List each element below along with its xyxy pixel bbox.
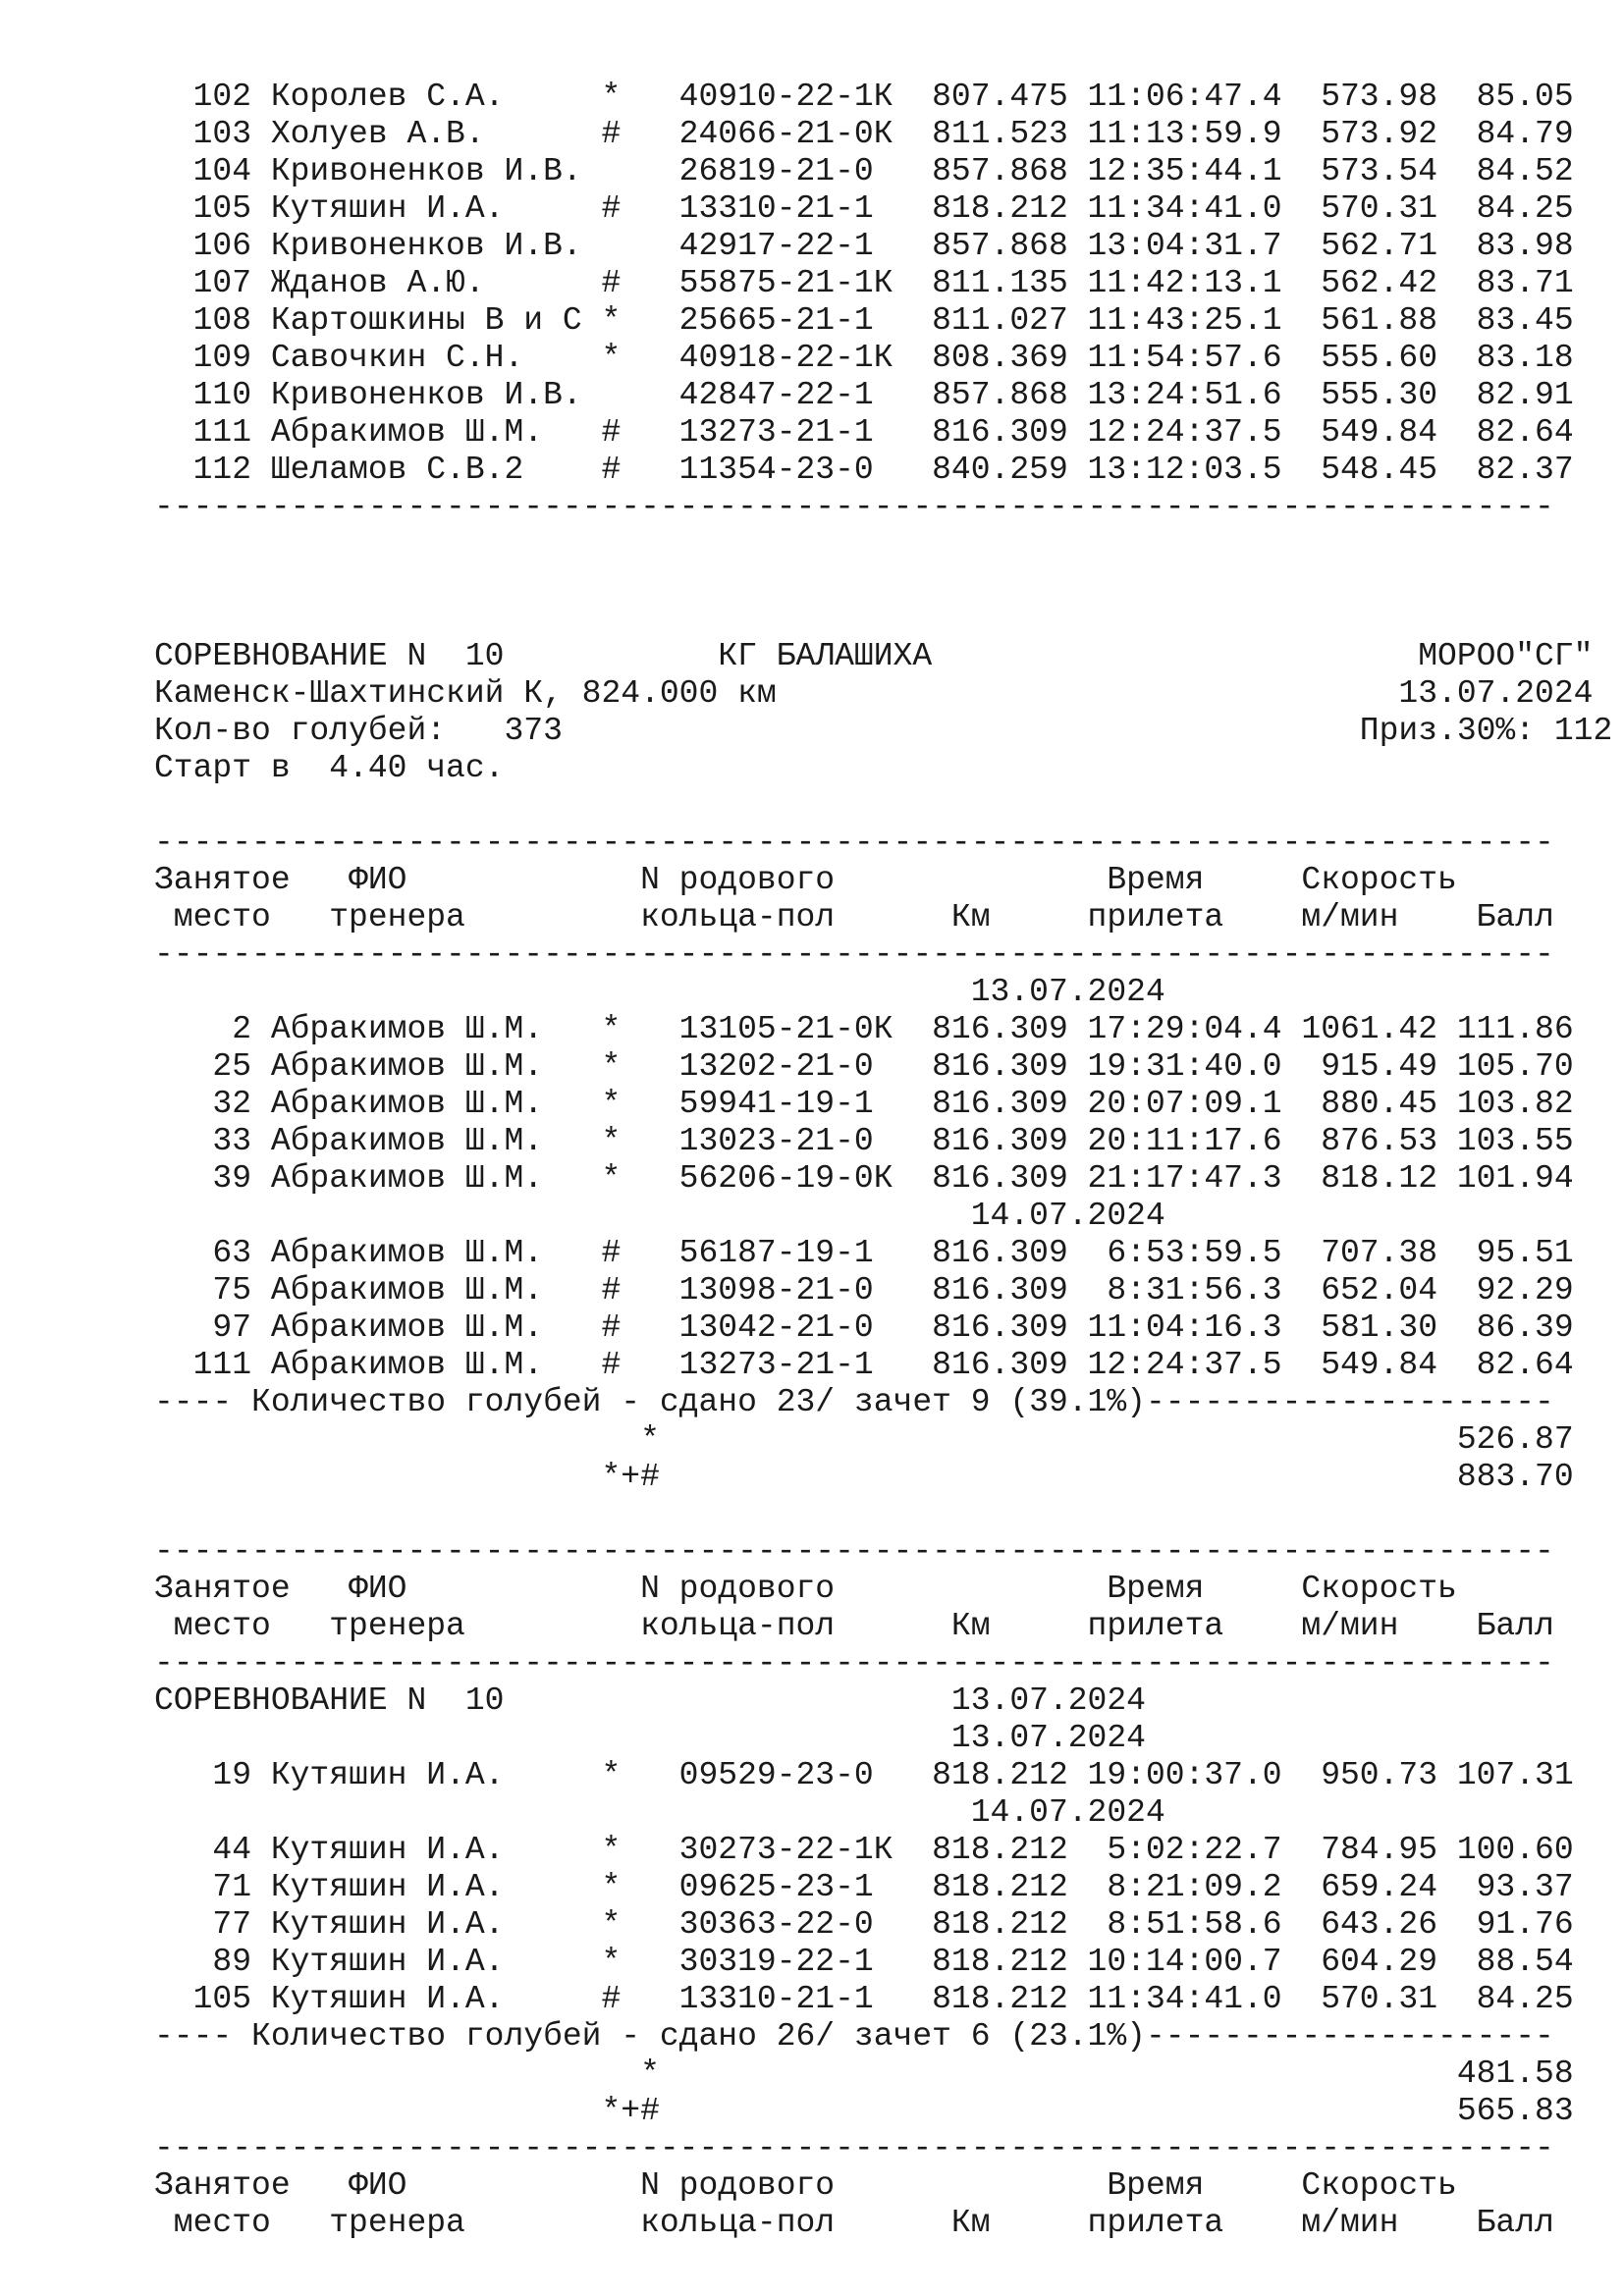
result-row: 108 Картошкины В и С * 25665-21-1 811.027 11:43:25.1 561.88 83.45 [154,302,1574,339]
table-header: Занятое ФИО N родового Время Скорость [154,1571,1457,1607]
table-header: место тренера кольца-пол Км прилета м/мин Балл [154,899,1554,935]
summary-line: ---- Количество голубей - сдано 26/ зачет 6 (23.1%)--------------------- [154,2018,1554,2055]
result-row: 25 Абракимов Ш.М. * 13202-21-0 816.309 19:31:40.0 915.49 105.70 [154,1048,1574,1085]
result-row: 33 Абракимов Ш.М. * 13023-21-0 816.309 20:11:17.6 876.53 103.55 [154,1123,1574,1159]
date-heading: 14.07.2024 [154,1198,1165,1234]
summary-total: * 526.87 [154,1421,1574,1458]
summary-total: *+# 565.83 [154,2093,1574,2129]
result-row: 75 Абракимов Ш.М. # 13098-21-0 816.309 8:31:56.3 652.04 92.29 [154,1272,1574,1308]
result-row: 109 Савочкин С.Н. * 40918-22-1К 808.369 11:54:57.6 555.60 83.18 [154,340,1574,376]
table-header: Занятое ФИО N родового Время Скорость [154,2167,1457,2204]
table-header: место тренера кольца-пол Км прилета м/мин Балл [154,2205,1554,2241]
divider: ------------------------------------------------------------------------ [154,825,1554,861]
competition-title: СОРЕВНОВАНИЕ N 10 КГ БАЛАШИХА МОРОО"СГ" [154,638,1594,674]
date-heading: 14.07.2024 [154,1794,1165,1831]
result-row: 97 Абракимов Ш.М. # 13042-21-0 816.309 11:04:16.3 581.30 86.39 [154,1309,1574,1346]
result-row: 63 Абракимов Ш.М. # 56187-19-1 816.309 6:53:59.5 707.38 95.51 [154,1235,1574,1271]
result-row: 77 Кутяшин И.А. * 30363-22-0 818.212 8:51:58.6 643.26 91.76 [154,1906,1574,1943]
summary-total: * 481.58 [154,2056,1574,2092]
competition-count: Кол-во голубей: 373 Приз.30%: 112 [154,713,1613,749]
result-row: 103 Холуев А.В. # 24066-21-0К 811.523 11:13:59.9 573.92 84.79 [154,116,1574,152]
competition-route: Каменск-Шахтинский К, 824.000 км 13.07.2024 [154,675,1594,712]
result-row: 111 Абракимов Ш.М. # 13273-21-1 816.309 12:24:37.5 549.84 82.64 [154,1347,1574,1383]
result-row: 102 Королев С.А. * 40910-22-1К 807.475 11:06:47.4 573.98 85.05 [154,79,1574,115]
result-row: 19 Кутяшин И.А. * 09529-23-0 818.212 19:00:37.0 950.73 107.31 [154,1757,1574,1793]
result-row: 110 Кривоненков И.В. 42847-22-1 857.868 13:24:51.6 555.30 82.91 [154,377,1574,413]
result-row: 39 Абракимов Ш.М. * 56206-19-0К 816.309 21:17:47.3 818.12 101.94 [154,1160,1574,1197]
result-row: 2 Абракимов Ш.М. * 13105-21-0К 816.309 17:29:04.4 1061.42 111.86 [154,1011,1574,1047]
divider: ------------------------------------------------------------------------ [154,1645,1554,1682]
result-row: 71 Кутяшин И.А. * 09625-23-1 818.212 8:21:09.2 659.24 93.37 [154,1869,1574,1905]
date-heading: 13.07.2024 [154,1720,1146,1756]
summary-line: ---- Количество голубей - сдано 23/ зачет 9 (39.1%)--------------------- [154,1384,1554,1420]
result-row: 105 Кутяшин И.А. # 13310-21-1 818.212 11:34:41.0 570.31 84.25 [154,190,1574,227]
competition-start: Старт в 4.40 час. [154,750,505,786]
result-row: 32 Абракимов Ш.М. * 59941-19-1 816.309 20:07:09.1 880.45 103.82 [154,1086,1574,1122]
competition-title: СОРЕВНОВАНИЕ N 10 13.07.2024 [154,1682,1146,1719]
result-row: 104 Кривоненков И.В. 26819-21-0 857.868 12:35:44.1 573.54 84.52 [154,153,1574,189]
divider: ------------------------------------------------------------------------ [154,936,1554,973]
result-row: 44 Кутяшин И.А. * 30273-22-1К 818.212 5:02:22.7 784.95 100.60 [154,1832,1574,1868]
divider: ------------------------------------------------------------------------ [154,1533,1554,1570]
result-row: 89 Кутяшин И.А. * 30319-22-1 818.212 10:14:00.7 604.29 88.54 [154,1944,1574,1980]
result-row: 106 Кривоненков И.В. 42917-22-1 857.868 13:04:31.7 562.71 83.98 [154,228,1574,264]
table-header: место тренера кольца-пол Км прилета м/мин Балл [154,1608,1554,1644]
result-row: 111 Абракимов Ш.М. # 13273-21-1 816.309 12:24:37.5 549.84 82.64 [154,414,1574,451]
divider: ------------------------------------------------------------------------ [154,2130,1554,2166]
table-header: Занятое ФИО N родового Время Скорость [154,862,1457,898]
date-heading: 13.07.2024 [154,974,1165,1010]
result-row: 107 Жданов А.Ю. # 55875-21-1К 811.135 11:42:13.1 562.42 83.71 [154,265,1574,301]
divider: ------------------------------------------------------------------------ [154,489,1554,525]
result-row: 112 Шеламов С.В.2 # 11354-23-0 840.259 13:12:03.5 548.45 82.37 [154,452,1574,488]
summary-total: *+# 883.70 [154,1459,1574,1495]
result-row: 105 Кутяшин И.А. # 13310-21-1 818.212 11:34:41.0 570.31 84.25 [154,1981,1574,2017]
